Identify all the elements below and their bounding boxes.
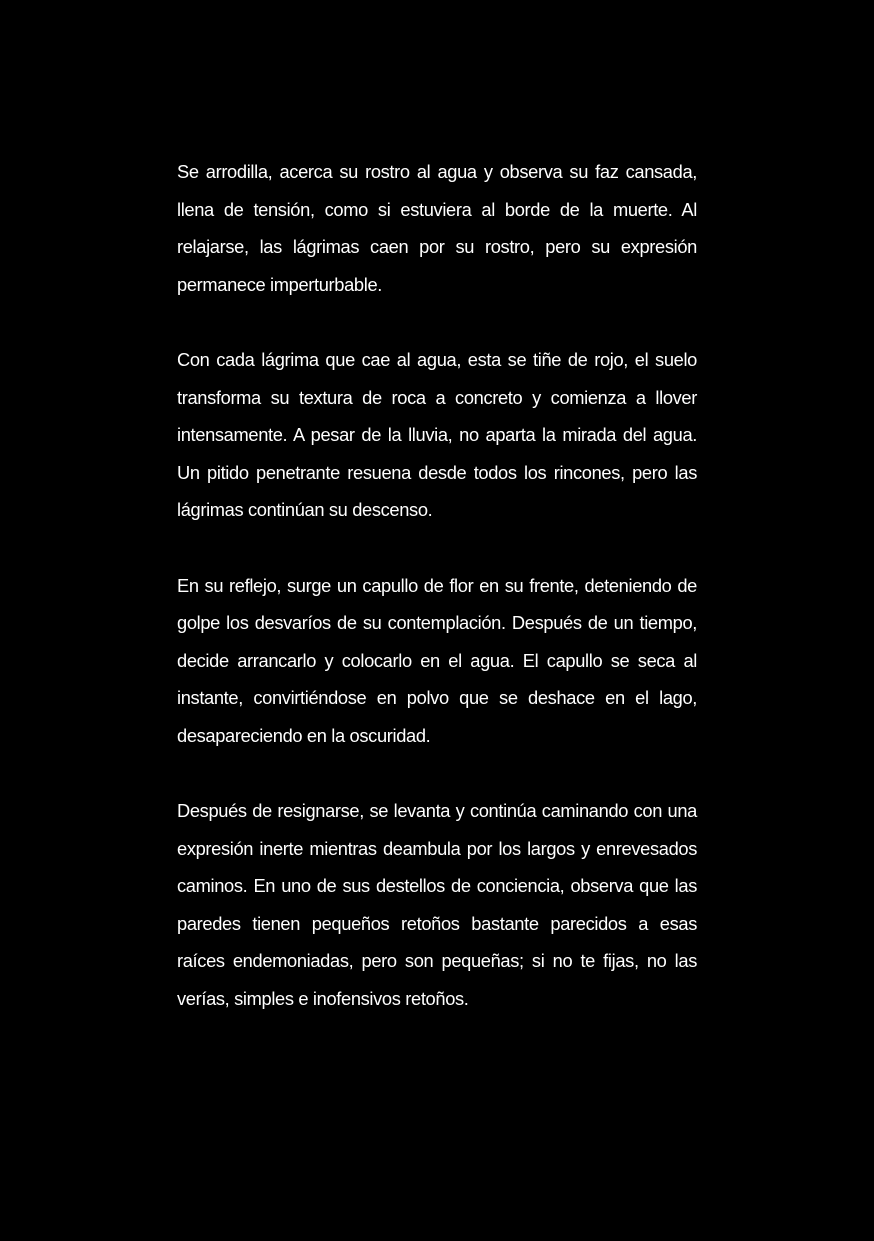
paragraph-1: Se arrodilla, acerca su rostro al agua y observa su faz cansada, llena de tensión, como si estuviera al borde de la muerte. Al relajarse, las lágrimas caen por su rostro, pero su expresión permanece imperturbable.	[177, 161, 697, 295]
body-text	[177, 153, 697, 1018]
paragraph-2: Con cada lágrima que cae al agua, esta se tiñe de rojo, el suelo transforma su textura de roca a concreto y comienza a llover intensamente. A pesar de la lluvia, no aparta la mirada del agua. Un pitido penetrante resuena desde todos los rincones, pero las lágrimas continúan su descenso.	[177, 348, 697, 521]
paragraph-3: En su reflejo, surge un capullo de flor en su frente, deteniendo de golpe los desvaríos de su contemplación. Después de un tiempo, decide arrancarlo y colocarlo en el agua. El capullo se seca al instante, convirtiéndose en polvo que se deshace en el lago, desapareciendo en la oscuridad.	[177, 574, 697, 746]
paragraph-4: Después de resignarse, se levanta y continúa caminando con una expresión inerte mientras deambula por los largos y enrevesados caminos. En uno de sus destellos de conciencia, observa que las paredes tienen pequeños retoños bastante parecidos a esas raíces endemoniadas, pero son pequeñas; si no te fijas, no las verías, simples e inofensivos retoños.	[177, 800, 697, 1010]
